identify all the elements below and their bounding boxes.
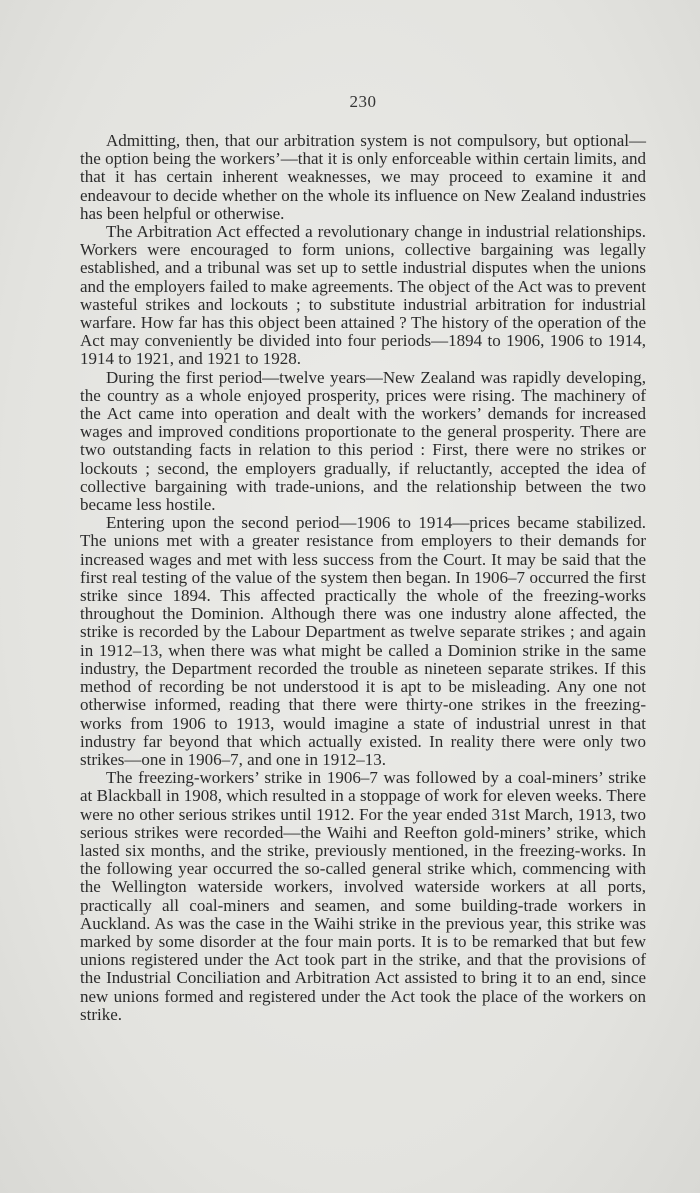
paragraph-5: The freezing-workers’ strike in 1906–7 was followed by a coal-miners’ strike at Blackball in 1908, which resulted in a stoppage of work for eleven weeks. There were no other serious strikes until 1912. For the year ended 31st March, 1913, two serious strikes were recorded—the Waihi and Reefton gold-miners’ strike, which lasted six months, and the strike, previously mentioned, in the freezing-works. In the following year occurred the so-called general strike which, commencing with the Wellington waterside workers, involved waterside workers at all ports, practically all coal-miners and seamen, and some building-trade workers in Auckland. As was the case in the Waihi strike in the previous year, this strike was marked by some disorder at the four main ports. It is to be remarked that but few unions registered under the Act took part in the strike, and that the provisions of the Industrial Conciliation and Arbitration Act assisted to bring it to an end, since new unions formed and registered under the Act took the place of the workers on strike. bbox=[80, 768, 646, 1024]
document-page bbox=[80, 92, 646, 1024]
paragraph-4: Entering upon the second period—1906 to 1914—prices became stabilized. The unions met with a greater resistance from employers to their demands for increased wages and met with less success from the Court. It may be said that the first real testing of the value of the system then began. In 1906–7 occurred the first strike since 1894. This affected practically the whole of the freezing-works throughout the Dominion. Although there was one industry alone affected, the strike is recorded by the Labour Department as twelve separate strikes ; and again in 1912–13, when there was what might be called a Dominion strike in the same industry, the Department recorded the trouble as nineteen separate strikes. If this method of recording be not understood it is apt to be misleading. Any one not otherwise informed, reading that there were thirty-one strikes in the freezing-works from 1906 to 1913, would imagine a state of industrial unrest in that industry far beyond that which actually existed. In reality there were only two strikes—one in 1906–7, and one in 1912–13. bbox=[80, 513, 646, 769]
paragraph-1: Admitting, then, that our arbitration system is not compulsory, but optional—the option being the workers’—that it is only enforceable within certain limits, and that it has certain inherent weaknesses, we may proceed to examine it and endeavour to decide whether on the whole its influence on New Zealand industries has been helpful or otherwise. bbox=[80, 131, 646, 223]
paragraph-2: The Arbitration Act effected a revolutionary change in industrial relationships. Workers were encouraged to form unions, collective bargaining was legally established, and a tribunal was set up to settle industrial disputes when the unions and the employers failed to make agreements. The object of the Act was to prevent wasteful strikes and lockouts ; to substitute industrial arbitration for industrial warfare. How far has this object been attained ? The history of the operation of the Act may conveniently be divided into four periods—1894 to 1906, 1906 to 1914, 1914 to 1921, and 1921 to 1928. bbox=[80, 222, 646, 369]
page-number: 230 bbox=[349, 92, 377, 111]
paragraph-3: During the first period—twelve years—New Zealand was rapidly developing, the country as a whole enjoyed prosperity, prices were rising. The machinery of the Act came into operation and dealt with the workers’ demands for increased wages and improved conditions proportionate to the general prosperity. There are two outstanding facts in relation to this period : First, there were no strikes or lockouts ; second, the employers gradually, if reluctantly, accepted the idea of collective bargaining with trade-unions, and the relationship between the two became less hostile. bbox=[80, 367, 646, 515]
